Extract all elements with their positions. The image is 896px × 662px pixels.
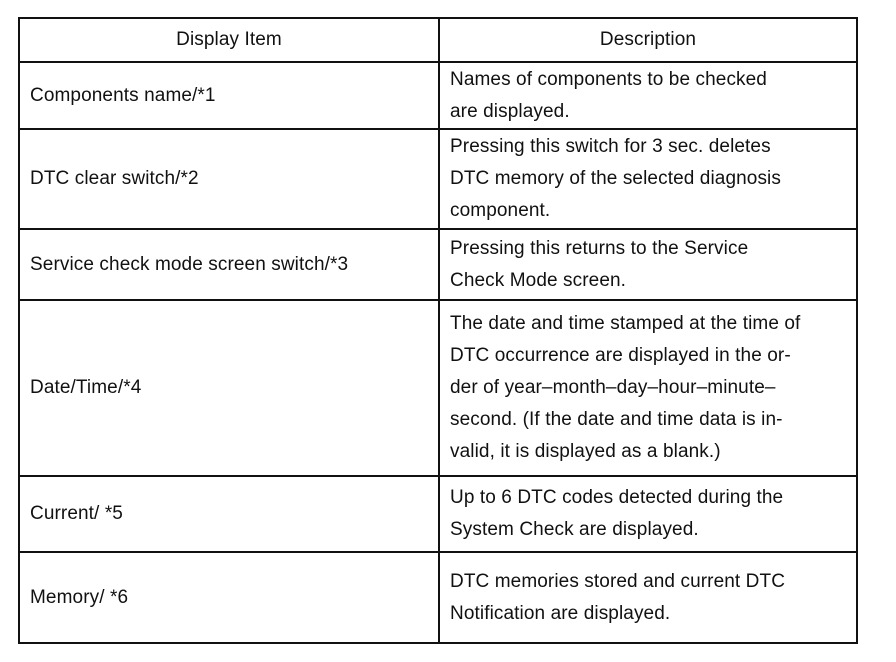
header-description-label: Description [599, 29, 697, 50]
row-2-description-text: Pressing this switch for 3 sec. deletes DTC memory of the selected diagnosis component. [450, 136, 781, 221]
row-6-description [440, 553, 856, 642]
header-display-item [20, 19, 440, 63]
row-4-item [20, 301, 440, 477]
row-6-item [20, 553, 440, 642]
row-5-description [440, 477, 856, 553]
row-6-description-text: DTC memories stored and current DTC Notification are displayed. [450, 570, 786, 624]
row-3-item-text: Service check mode screen switch/*3 [30, 253, 349, 275]
row-1-description [440, 63, 856, 130]
row-2-item [20, 130, 440, 230]
display-item-table [18, 17, 858, 644]
row-5-item [20, 477, 440, 553]
row-5-description-text: Up to 6 DTC codes detected during the System Check are displayed. [450, 487, 784, 540]
row-3-description [440, 230, 856, 301]
header-display-item-label: Display Item [176, 29, 282, 50]
row-6-item-text: Memory/ *6 [30, 586, 129, 608]
row-3-description-text: Pressing this returns to the Service Check Mode screen. [450, 237, 749, 291]
row-4-description-text: The date and time stamped at the time of DTC occurrence are displayed in the or- der of year–month–day–hour–minute– second. (If the date and time data is in- valid, it is displayed as a blank.) [450, 313, 801, 462]
row-3-item [20, 230, 440, 301]
table-grid [20, 19, 856, 642]
row-5-item-text: Current/ *5 [30, 503, 123, 524]
row-1-item [20, 63, 440, 130]
row-4-item-text: Date/Time/*4 [30, 377, 142, 398]
row-1-description-text: Names of components to be checked are displayed. [450, 68, 767, 122]
header-description [440, 19, 856, 63]
row-1-item-text: Components name/*1 [30, 84, 216, 106]
row-2-description [440, 130, 856, 230]
row-4-description [440, 301, 856, 477]
row-2-item-text: DTC clear switch/*2 [30, 168, 199, 189]
